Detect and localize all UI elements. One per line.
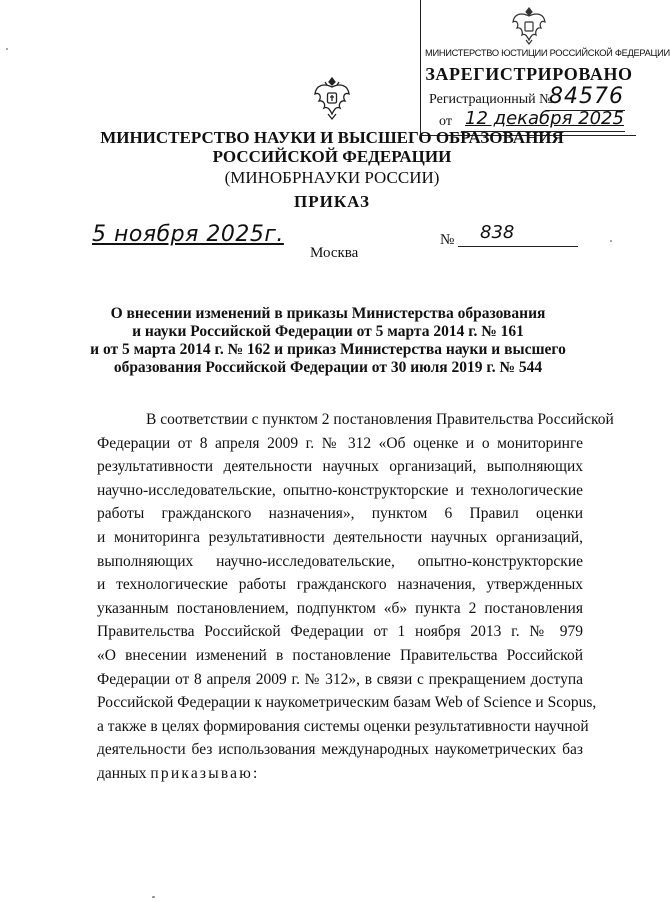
- body-line: деятельности без использования международных наукометрических баз: [97, 741, 583, 759]
- scan-speck: [6, 48, 8, 50]
- document-number-line: [458, 246, 578, 247]
- document-type: ПРИКАЗ: [294, 192, 370, 211]
- scan-speck: [152, 896, 155, 898]
- ministry-name-line2: РОССИЙСКОЙ ФЕДЕРАЦИИ: [212, 147, 452, 166]
- document-number-label: №: [440, 232, 455, 248]
- stamp-reg-number-label: Регистрационный №: [429, 92, 553, 107]
- order-body: [97, 408, 614, 786]
- stamp-reg-number-value: 84576: [549, 84, 624, 109]
- ministry-short-name: (МИНОБРНАУКИ РОССИИ): [224, 168, 440, 187]
- stamp-date-label: от: [439, 114, 452, 129]
- body-line: Федерации от 8 апреля 2009 г. № 312», в связи с прекращением доступа: [97, 670, 583, 688]
- order-title-line: и от 5 марта 2014 г. № 162 и приказ Министерства науки и высшего: [90, 341, 566, 358]
- body-line: и мониторинга результативности деятельности научных организаций,: [97, 528, 583, 546]
- coat-of-arms-icon: [312, 76, 352, 120]
- order-title: [90, 305, 566, 377]
- stamp-date-value: 12 декабря 2025: [465, 108, 624, 129]
- document-date: 5 ноября 2025г.: [92, 222, 284, 247]
- body-line: Федерации от 8 апреля 2009 г. № 312 «Об оценке и о мониторинге: [97, 434, 583, 452]
- ministry-name: [60, 128, 604, 166]
- body-last-line-prefix: данных: [97, 764, 147, 782]
- stamp-ministry-name: МИНИСТЕРСТВО ЮСТИЦИИ РОССИЙСКОЙ ФЕДЕРАЦИИ: [425, 48, 670, 58]
- coat-of-arms-icon: [509, 4, 549, 46]
- body-line: работы гражданского назначения», пунктом 6 Правил оценки: [97, 505, 583, 523]
- body-line: указанным постановлением, подпунктом «б» пункта 2 постановления: [97, 599, 583, 617]
- body-line: и технологические работы гражданского назначения, утвержденных: [97, 576, 583, 594]
- registration-stamp: [420, 0, 670, 136]
- body-line: В соответствии с пунктом 2 постановления Правительства Российской: [146, 411, 614, 428]
- body-order-word: приказываю:: [150, 764, 260, 782]
- body-last-line: [97, 762, 583, 786]
- stamp-registered-label: ЗАРЕГИСТРИРОВАНО: [425, 64, 633, 84]
- body-line: «О внесении изменений в постановление Правительства Российской: [97, 646, 583, 664]
- body-line: Правительства Российской Федерации от 1 ноября 2013 г. № 979: [97, 623, 583, 641]
- order-title-line: образования Российской Федерации от 30 июля 2019 г. № 544: [113, 359, 543, 376]
- city: Москва: [310, 245, 359, 261]
- document-number: 838: [480, 222, 515, 243]
- body-line: выполняющих научно-исследовательские, опытно-конструкторские: [97, 552, 583, 570]
- order-title-line: О внесении изменений в приказы Министерства образования: [110, 305, 546, 322]
- ministry-name-line1: МИНИСТЕРСТВО НАУКИ И ВЫСШЕГО ОБРАЗОВАНИЯ: [100, 128, 564, 147]
- body-line: научно-исследовательские, опытно-конструкторские и технологические: [97, 481, 583, 499]
- order-title-line: и науки Российской Федерации от 5 марта 2014 г. № 161: [132, 323, 524, 340]
- scan-speck: [610, 240, 612, 242]
- body-line: Российской Федерации к наукометрическим базам Web of Science и Scopus,: [97, 694, 597, 712]
- body-line: результативности деятельности научных организаций, выполняющих: [97, 458, 583, 476]
- body-line: а также в целях формирования системы оценки результативности научной: [97, 717, 589, 735]
